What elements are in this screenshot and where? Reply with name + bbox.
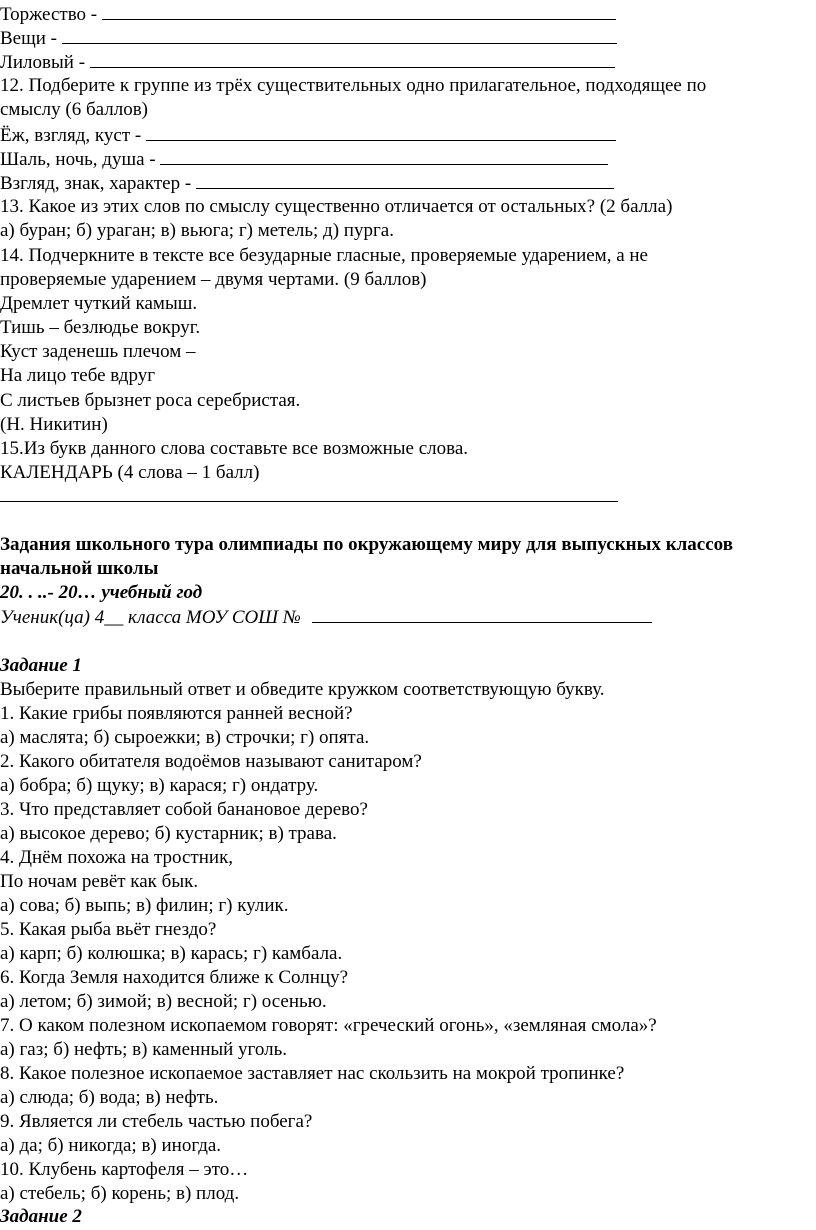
student-line (0, 605, 652, 629)
question-line: 2. Какого обитателя водоёмов называют санитаром? (0, 751, 422, 772)
answer-options: а) газ; б) нефть; в) каменный уголь. (0, 1039, 288, 1060)
pair-line-1 (0, 2, 616, 26)
poem-line: Куст заденешь плечом – (0, 341, 196, 362)
group-line-1 (0, 123, 616, 147)
task1-instruction: Выберите правильный ответ и обведите кружком соответствующую букву. (0, 679, 605, 700)
answer-options: а) летом; б) зимой; в) весной; г) осенью. (0, 991, 327, 1012)
group-label: Шаль, ночь, душа - (0, 149, 156, 170)
answer-blank[interactable] (102, 2, 616, 20)
poem-line: Дремлет чуткий камыш. (0, 293, 198, 314)
poem-author: (Н. Никитин) (0, 414, 108, 435)
poem-line: На лицо тебе вдруг (0, 365, 156, 386)
group-label: Взгляд, знак, характер - (0, 173, 192, 194)
q12-text-2: смыслу (6 баллов) (0, 99, 148, 120)
poem-line: Тишь – безлюдье вокруг. (0, 317, 201, 338)
group-line-2 (0, 147, 608, 171)
answer-options: а) стебель; б) корень; в) плод. (0, 1183, 240, 1204)
pair-line-3 (0, 50, 615, 74)
q13-options: а) буран; б) ураган; в) вьюга; г) метель; д) пурга. (0, 220, 394, 241)
task2-title: Задание 2 (0, 1206, 82, 1227)
question-line: 3. Что представляет собой банановое дерево? (0, 799, 368, 820)
poem-line: С листьев брызнет роса серебристая. (0, 390, 301, 411)
answer-options: а) карп; б) колюшка; в) карась; г) камбала. (0, 943, 343, 964)
q15-word: КАЛЕНДАРЬ (4 слова – 1 балл) (0, 462, 260, 483)
school-year: 20. . ..- 20… учебный год (0, 582, 203, 603)
section-heading-2: начальной школы (0, 558, 159, 579)
answer-options: а) сова; б) выпь; в) филин; г) кулик. (0, 895, 289, 916)
q14-text-2: проверяемые ударением – двумя чертами. (9 баллов) (0, 269, 427, 290)
q13-text: 13. Какое из этих слов по смыслу существенно отличается от остальных? (2 балла) (0, 196, 673, 217)
pair-label: Лиловый - (0, 52, 86, 73)
answer-options: а) слюда; б) вода; в) нефть. (0, 1087, 219, 1108)
question-line: 5. Какая рыба вьёт гнездо? (0, 919, 217, 940)
question-line: 10. Клубень картофеля – это… (0, 1159, 249, 1180)
question-line: 9. Является ли стебель частью побега? (0, 1111, 313, 1132)
question-line: 4. Днём похожа на тростник, (0, 847, 234, 868)
question-line: 1. Какие грибы появляются ранней весной? (0, 703, 353, 724)
question-line: 8. Какое полезное ископаемое заставляет нас скользить на мокрой тропинке? (0, 1063, 625, 1084)
answer-blank[interactable] (160, 147, 608, 165)
answer-blank[interactable] (196, 171, 614, 189)
group-label: Ёж, взгляд, куст - (0, 125, 142, 146)
question-line: По ночам ревёт как бык. (0, 871, 199, 892)
answer-options: а) бобра; б) щуку; в) карася; г) ондатру. (0, 775, 319, 796)
answer-options: а) высокое дерево; б) кустарник; в) трава. (0, 823, 337, 844)
answer-blank[interactable] (90, 50, 615, 68)
answer-blank[interactable] (146, 123, 616, 141)
question-line: 6. Когда Земля находится ближе к Солнцу? (0, 967, 349, 988)
pair-label: Вещи - (0, 28, 57, 49)
q12-text-1: 12. Подберите к группе из трёх существительных одно прилагательное, подходящее по (0, 75, 707, 96)
pair-label: Торжество - (0, 4, 98, 25)
task1-title: Задание 1 (0, 655, 82, 676)
answer-blank[interactable] (62, 26, 617, 44)
answer-options: а) маслята; б) сыроежки; в) строчки; г) опята. (0, 727, 370, 748)
q15-text: 15.Из букв данного слова составьте все возможные слова. (0, 438, 469, 459)
section-heading-1: Задания школьного тура олимпиады по окружающему миру для выпускных классов (0, 534, 733, 555)
school-number-blank[interactable] (312, 605, 652, 623)
group-line-3 (0, 171, 614, 195)
question-line: 7. О каком полезном ископаемом говорят: «греческий огонь», «земляная смола»? (0, 1015, 657, 1036)
student-label: Ученик(ца) 4__ класса МОУ СОШ № (0, 607, 301, 628)
answer-options: а) да; б) никогда; в) иногда. (0, 1135, 222, 1156)
q14-text-1: 14. Подчеркните в тексте все безударные гласные, проверяемые ударением, а не (0, 245, 648, 266)
pair-line-2 (0, 26, 617, 50)
answer-line[interactable] (0, 501, 618, 502)
